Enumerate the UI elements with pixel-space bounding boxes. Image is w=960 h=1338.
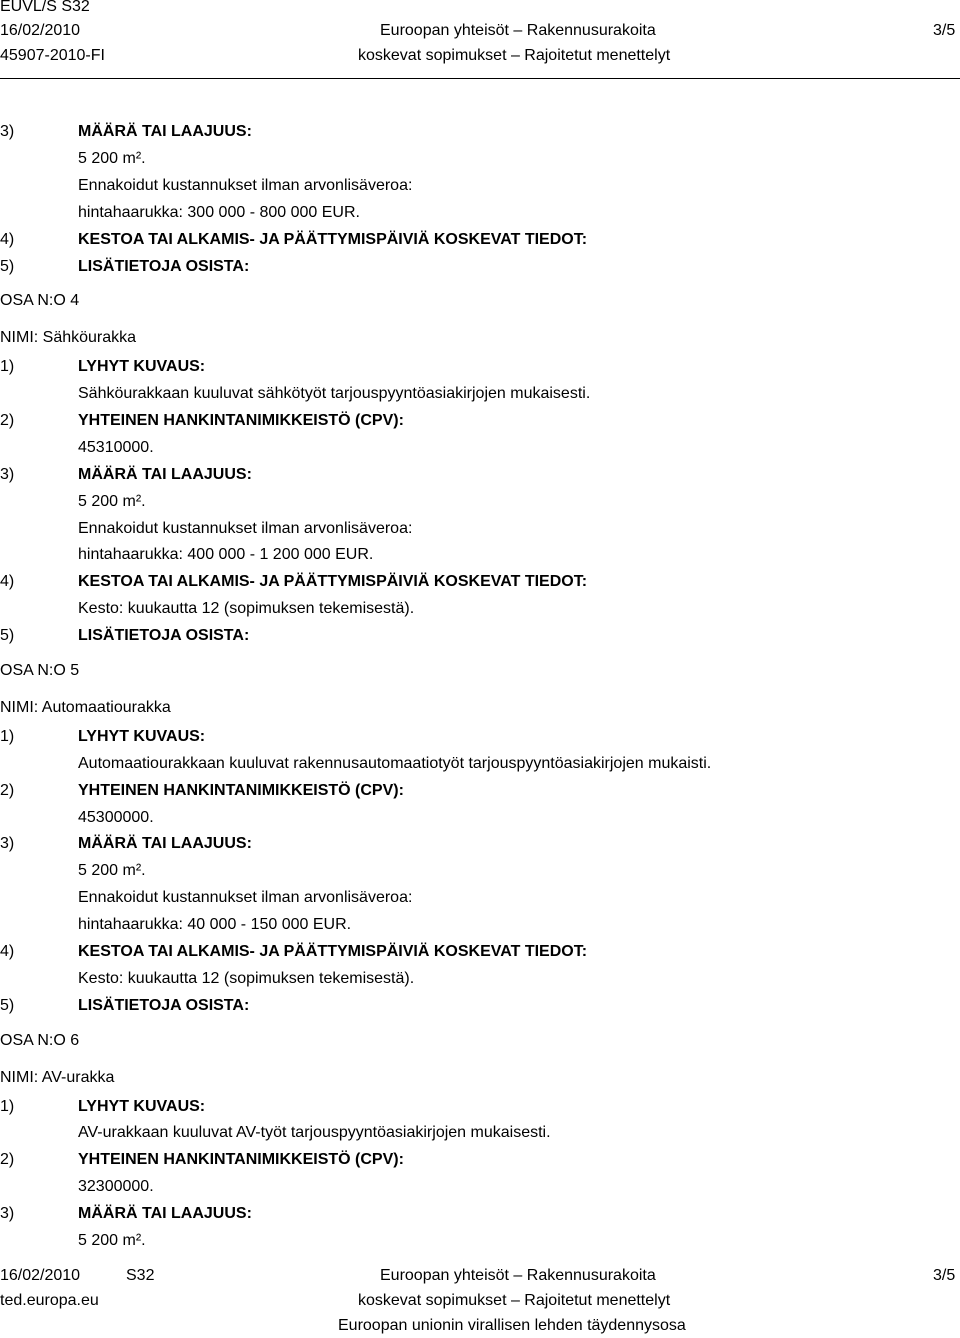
section-value: 5 200 m². [78, 862, 146, 879]
section-value: 5 200 m². [78, 1232, 146, 1249]
header-page-number: 3/5 [933, 22, 956, 39]
section-number: 3) [0, 466, 15, 483]
section-number: 1) [0, 1098, 15, 1115]
section-title: LYHYT KUVAUS: [78, 1098, 206, 1115]
lot-text: OSA N:O 4 [0, 292, 80, 309]
section-number: 5) [0, 258, 15, 275]
section-title: LYHYT KUVAUS: [78, 358, 206, 375]
footer-page-number: 3/5 [933, 1267, 956, 1284]
header-doc-code: EUVL/S S32 [0, 0, 90, 15]
section-value: 45300000. [78, 809, 154, 826]
section-number: 2) [0, 412, 15, 429]
section-value: Ennakoidut kustannukset ilman arvonlisäveroa: [78, 520, 413, 537]
section-title: MÄÄRÄ TAI LAAJUUS: [78, 466, 252, 483]
section-title: MÄÄRÄ TAI LAAJUUS: [78, 123, 252, 140]
section-value: hintahaarukka: 300 000 - 800 000 EUR. [78, 204, 360, 221]
section-value: Ennakoidut kustannukset ilman arvonlisäveroa: [78, 177, 413, 194]
header-title-line1: Euroopan yhteisöt – Rakennusurakoita [380, 22, 656, 39]
section-number: 3) [0, 835, 15, 852]
section-value: hintahaarukka: 40 000 - 150 000 EUR. [78, 916, 352, 933]
section-number: 1) [0, 728, 15, 745]
section-value: Sähköurakkaan kuuluvat sähkötyöt tarjouspyyntöasiakirjojen mukaisesti. [78, 385, 591, 402]
section-value: 32300000. [78, 1178, 154, 1195]
header-reference: 45907-2010-FI [0, 47, 105, 64]
section-number: 2) [0, 782, 15, 799]
footer-site: ted.europa.eu [0, 1292, 99, 1309]
section-number: 4) [0, 573, 15, 590]
footer-series: S32 [126, 1267, 155, 1284]
header-title-line2: koskevat sopimukset – Rajoitetut menettelyt [358, 47, 671, 64]
section-number: 5) [0, 997, 15, 1014]
section-number: 3) [0, 123, 15, 140]
lot-text: OSA N:O 5 [0, 662, 80, 679]
section-title: MÄÄRÄ TAI LAAJUUS: [78, 1205, 252, 1222]
section-number: 1) [0, 358, 15, 375]
section-number: 4) [0, 231, 15, 248]
section-value: Kesto: kuukautta 12 (sopimuksen tekemisestä). [78, 970, 415, 987]
section-number: 3) [0, 1205, 15, 1222]
section-title: LYHYT KUVAUS: [78, 728, 206, 745]
lot-text: NIMI: AV-urakka [0, 1069, 115, 1086]
section-number: 2) [0, 1151, 15, 1168]
section-value: Ennakoidut kustannukset ilman arvonlisäveroa: [78, 889, 413, 906]
section-title: YHTEINEN HANKINTANIMIKKEISTÖ (CPV): [78, 782, 404, 799]
lot-text: NIMI: Sähköurakka [0, 329, 137, 346]
section-number: 4) [0, 943, 15, 960]
section-value: 5 200 m². [78, 150, 146, 167]
section-title: LISÄTIETOJA OSISTA: [78, 258, 250, 275]
section-value: Automaatiourakkaan kuuluvat rakennusautomaatiotyöt tarjouspyyntöasiakirjojen mukaisti. [78, 755, 712, 772]
section-title: KESTOA TAI ALKAMIS- JA PÄÄTTYMISPÄIVIÄ KOSKEVAT TIEDOT: [78, 573, 588, 590]
section-value: Kesto: kuukautta 12 (sopimuksen tekemisestä). [78, 600, 415, 617]
section-title: LISÄTIETOJA OSISTA: [78, 627, 250, 644]
footer-date: 16/02/2010 [0, 1267, 81, 1284]
section-title: KESTOA TAI ALKAMIS- JA PÄÄTTYMISPÄIVIÄ KOSKEVAT TIEDOT: [78, 943, 588, 960]
section-title: YHTEINEN HANKINTANIMIKKEISTÖ (CPV): [78, 412, 404, 429]
footer-title-line1: Euroopan yhteisöt – Rakennusurakoita [380, 1267, 656, 1284]
section-title: KESTOA TAI ALKAMIS- JA PÄÄTTYMISPÄIVIÄ KOSKEVAT TIEDOT: [78, 231, 588, 248]
section-value: hintahaarukka: 400 000 - 1 200 000 EUR. [78, 546, 374, 563]
section-title: MÄÄRÄ TAI LAAJUUS: [78, 835, 252, 852]
section-title: YHTEINEN HANKINTANIMIKKEISTÖ (CPV): [78, 1151, 404, 1168]
header-date: 16/02/2010 [0, 22, 81, 39]
footer-title-line2: koskevat sopimukset – Rajoitetut menettelyt [358, 1292, 671, 1309]
section-value: AV-urakkaan kuuluvat AV-työt tarjouspyyntöasiakirjojen mukaisesti. [78, 1124, 551, 1141]
section-title: LISÄTIETOJA OSISTA: [78, 997, 250, 1014]
section-value: 45310000. [78, 439, 154, 456]
section-number: 5) [0, 627, 15, 644]
section-value: 5 200 m². [78, 493, 146, 510]
lot-text: OSA N:O 6 [0, 1032, 80, 1049]
lot-text: NIMI: Automaatiourakka [0, 699, 171, 716]
footer-title-line3: Euroopan unionin virallisen lehden täydennysosa [338, 1317, 686, 1334]
